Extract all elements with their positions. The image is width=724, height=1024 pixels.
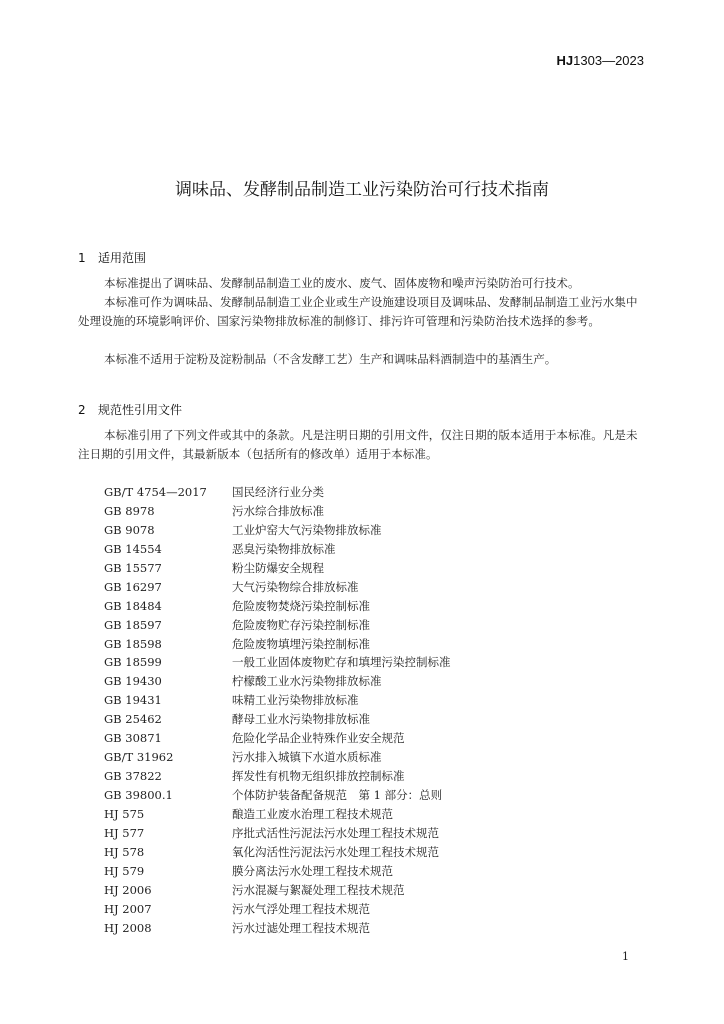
- reference-item: [104, 672, 644, 691]
- reference-title: 污水过滤处理工程技术规范: [232, 920, 370, 935]
- reference-title: 大气污染物综合排放标准: [232, 579, 359, 594]
- reference-item: [104, 862, 644, 881]
- section-1-title: 适用范围: [98, 251, 147, 265]
- reference-item: [104, 616, 644, 635]
- section-1-paragraph-2: 本标准可作为调味品、发酵制品制造工业企业或生产设施建设项目及调味品、发酵制品制造工业污水集中处理设施的环境影响评价、国家污染物排放标准的制修订、排污许可管理和污染防治技术选择的参考。: [78, 295, 638, 328]
- reference-title: 国民经济行业分类: [232, 485, 324, 499]
- reference-title: 挥发性有机物无组织排放控制标准: [232, 769, 405, 784]
- section-1-number: 1: [78, 251, 86, 265]
- reference-item: [104, 559, 644, 578]
- standard-code-number: 1303—2023: [573, 53, 644, 68]
- reference-title: 柠檬酸工业水污染物排放标准: [232, 674, 382, 689]
- reference-item: [104, 843, 644, 862]
- reference-item: [104, 786, 644, 805]
- reference-item: [104, 881, 644, 900]
- reference-title: 危险化学品企业特殊作业安全规范: [232, 731, 405, 746]
- reference-title: 危险废物填埋污染控制标准: [232, 636, 370, 651]
- page-number: 1: [622, 950, 629, 963]
- reference-code: GB 18598: [104, 636, 162, 651]
- reference-title: 一般工业固体废物贮存和填埋污染控制标准: [232, 655, 451, 670]
- reference-code: GB 18599: [104, 655, 162, 670]
- reference-title: 污水气浮处理工程技术规范: [232, 901, 370, 916]
- reference-item: [104, 578, 644, 597]
- reference-code: HJ 2007: [104, 901, 152, 916]
- reference-title: 酿造工业废水治理工程技术规范: [232, 806, 393, 821]
- document-title: 调味品、发酵制品制造工业污染防治可行技术指南: [175, 180, 549, 200]
- reference-code: HJ 575: [104, 806, 145, 821]
- reference-code: GB 30871: [104, 731, 162, 746]
- reference-title: 氧化沟活性污泥法污水处理工程技术规范: [232, 844, 439, 859]
- standard-code: [557, 53, 644, 68]
- reference-code: HJ 578: [104, 844, 145, 859]
- reference-code: GB 14554: [104, 541, 162, 556]
- reference-title: 粉尘防爆安全规程: [232, 560, 324, 575]
- reference-title: 膜分离法污水处理工程技术规范: [232, 863, 393, 878]
- standard-code-prefix: HJ: [556, 53, 574, 68]
- reference-item: [104, 540, 644, 559]
- reference-item: [104, 748, 644, 767]
- reference-title: 污水排入城镇下水道水质标准: [232, 750, 382, 765]
- section-1-paragraph-1: 本标准提出了调味品、发酵制品制造工业的废水、废气、固体废物和噪声污染防治可行技术。: [104, 276, 580, 290]
- reference-code: GB 8978: [104, 503, 155, 518]
- reference-title: 污水综合排放标准: [232, 503, 324, 518]
- reference-list: [104, 483, 644, 938]
- reference-code: GB 19430: [104, 674, 162, 689]
- reference-item: [104, 691, 644, 710]
- reference-item: [104, 824, 644, 843]
- reference-item: [104, 805, 644, 824]
- reference-code: HJ 2006: [104, 882, 152, 897]
- reference-code: HJ 2008: [104, 920, 152, 935]
- reference-code: GB 9078: [104, 522, 155, 537]
- reference-code: GB/T 4754—2017: [104, 485, 207, 499]
- reference-item: [104, 502, 644, 521]
- reference-code: GB 15577: [104, 560, 162, 575]
- section-1-heading: [78, 249, 146, 266]
- reference-code: GB 16297: [104, 579, 162, 594]
- reference-title: 恶臭污染物排放标准: [232, 541, 336, 556]
- reference-item: [104, 521, 644, 540]
- reference-item: [104, 900, 644, 919]
- reference-item: [104, 597, 644, 616]
- reference-item: [104, 653, 644, 672]
- reference-title: 序批式活性污泥法污水处理工程技术规范: [232, 825, 439, 840]
- section-2-number: 2: [78, 403, 86, 417]
- reference-title: 污水混凝与絮凝处理工程技术规范: [232, 882, 405, 897]
- reference-title: 危险废物贮存污染控制标准: [232, 617, 370, 632]
- reference-code: GB 39800.1: [104, 788, 173, 802]
- reference-title: 酵母工业水污染物排放标准: [232, 712, 370, 727]
- reference-code: GB 25462: [104, 712, 162, 727]
- reference-code: GB 19431: [104, 693, 162, 708]
- reference-title: 个体防护装备配备规范 第 1 部分：总则: [232, 788, 443, 802]
- reference-title: 味精工业污染物排放标准: [232, 693, 359, 708]
- reference-item: [104, 919, 644, 938]
- reference-code: GB 37822: [104, 769, 162, 784]
- section-1-paragraph-3: 本标准不适用于淀粉及淀粉制品（不含发酵工艺）生产和调味品料酒制造中的基酒生产。: [104, 352, 557, 366]
- section-2-title: 规范性引用文件: [98, 403, 183, 417]
- reference-item: [104, 710, 644, 729]
- reference-code: HJ 579: [104, 863, 145, 878]
- reference-item: [104, 729, 644, 748]
- reference-item: [104, 483, 644, 502]
- reference-code: GB 18597: [104, 617, 162, 632]
- section-2-heading: [78, 401, 182, 418]
- reference-title: 工业炉窑大气污染物排放标准: [232, 522, 382, 537]
- reference-item: [104, 635, 644, 654]
- reference-code: GB 18484: [104, 598, 162, 613]
- reference-code: GB/T 31962: [104, 750, 174, 765]
- section-2-paragraph-1: 本标准引用了下列文件或其中的条款。凡是注明日期的引用文件，仅注日期的版本适用于本标准。凡是未注日期的引用文件，其最新版本（包括所有的修改单）适用于本标准。: [78, 428, 638, 461]
- reference-item: [104, 767, 644, 786]
- reference-code: HJ 577: [104, 825, 145, 840]
- reference-title: 危险废物焚烧污染控制标准: [232, 598, 370, 613]
